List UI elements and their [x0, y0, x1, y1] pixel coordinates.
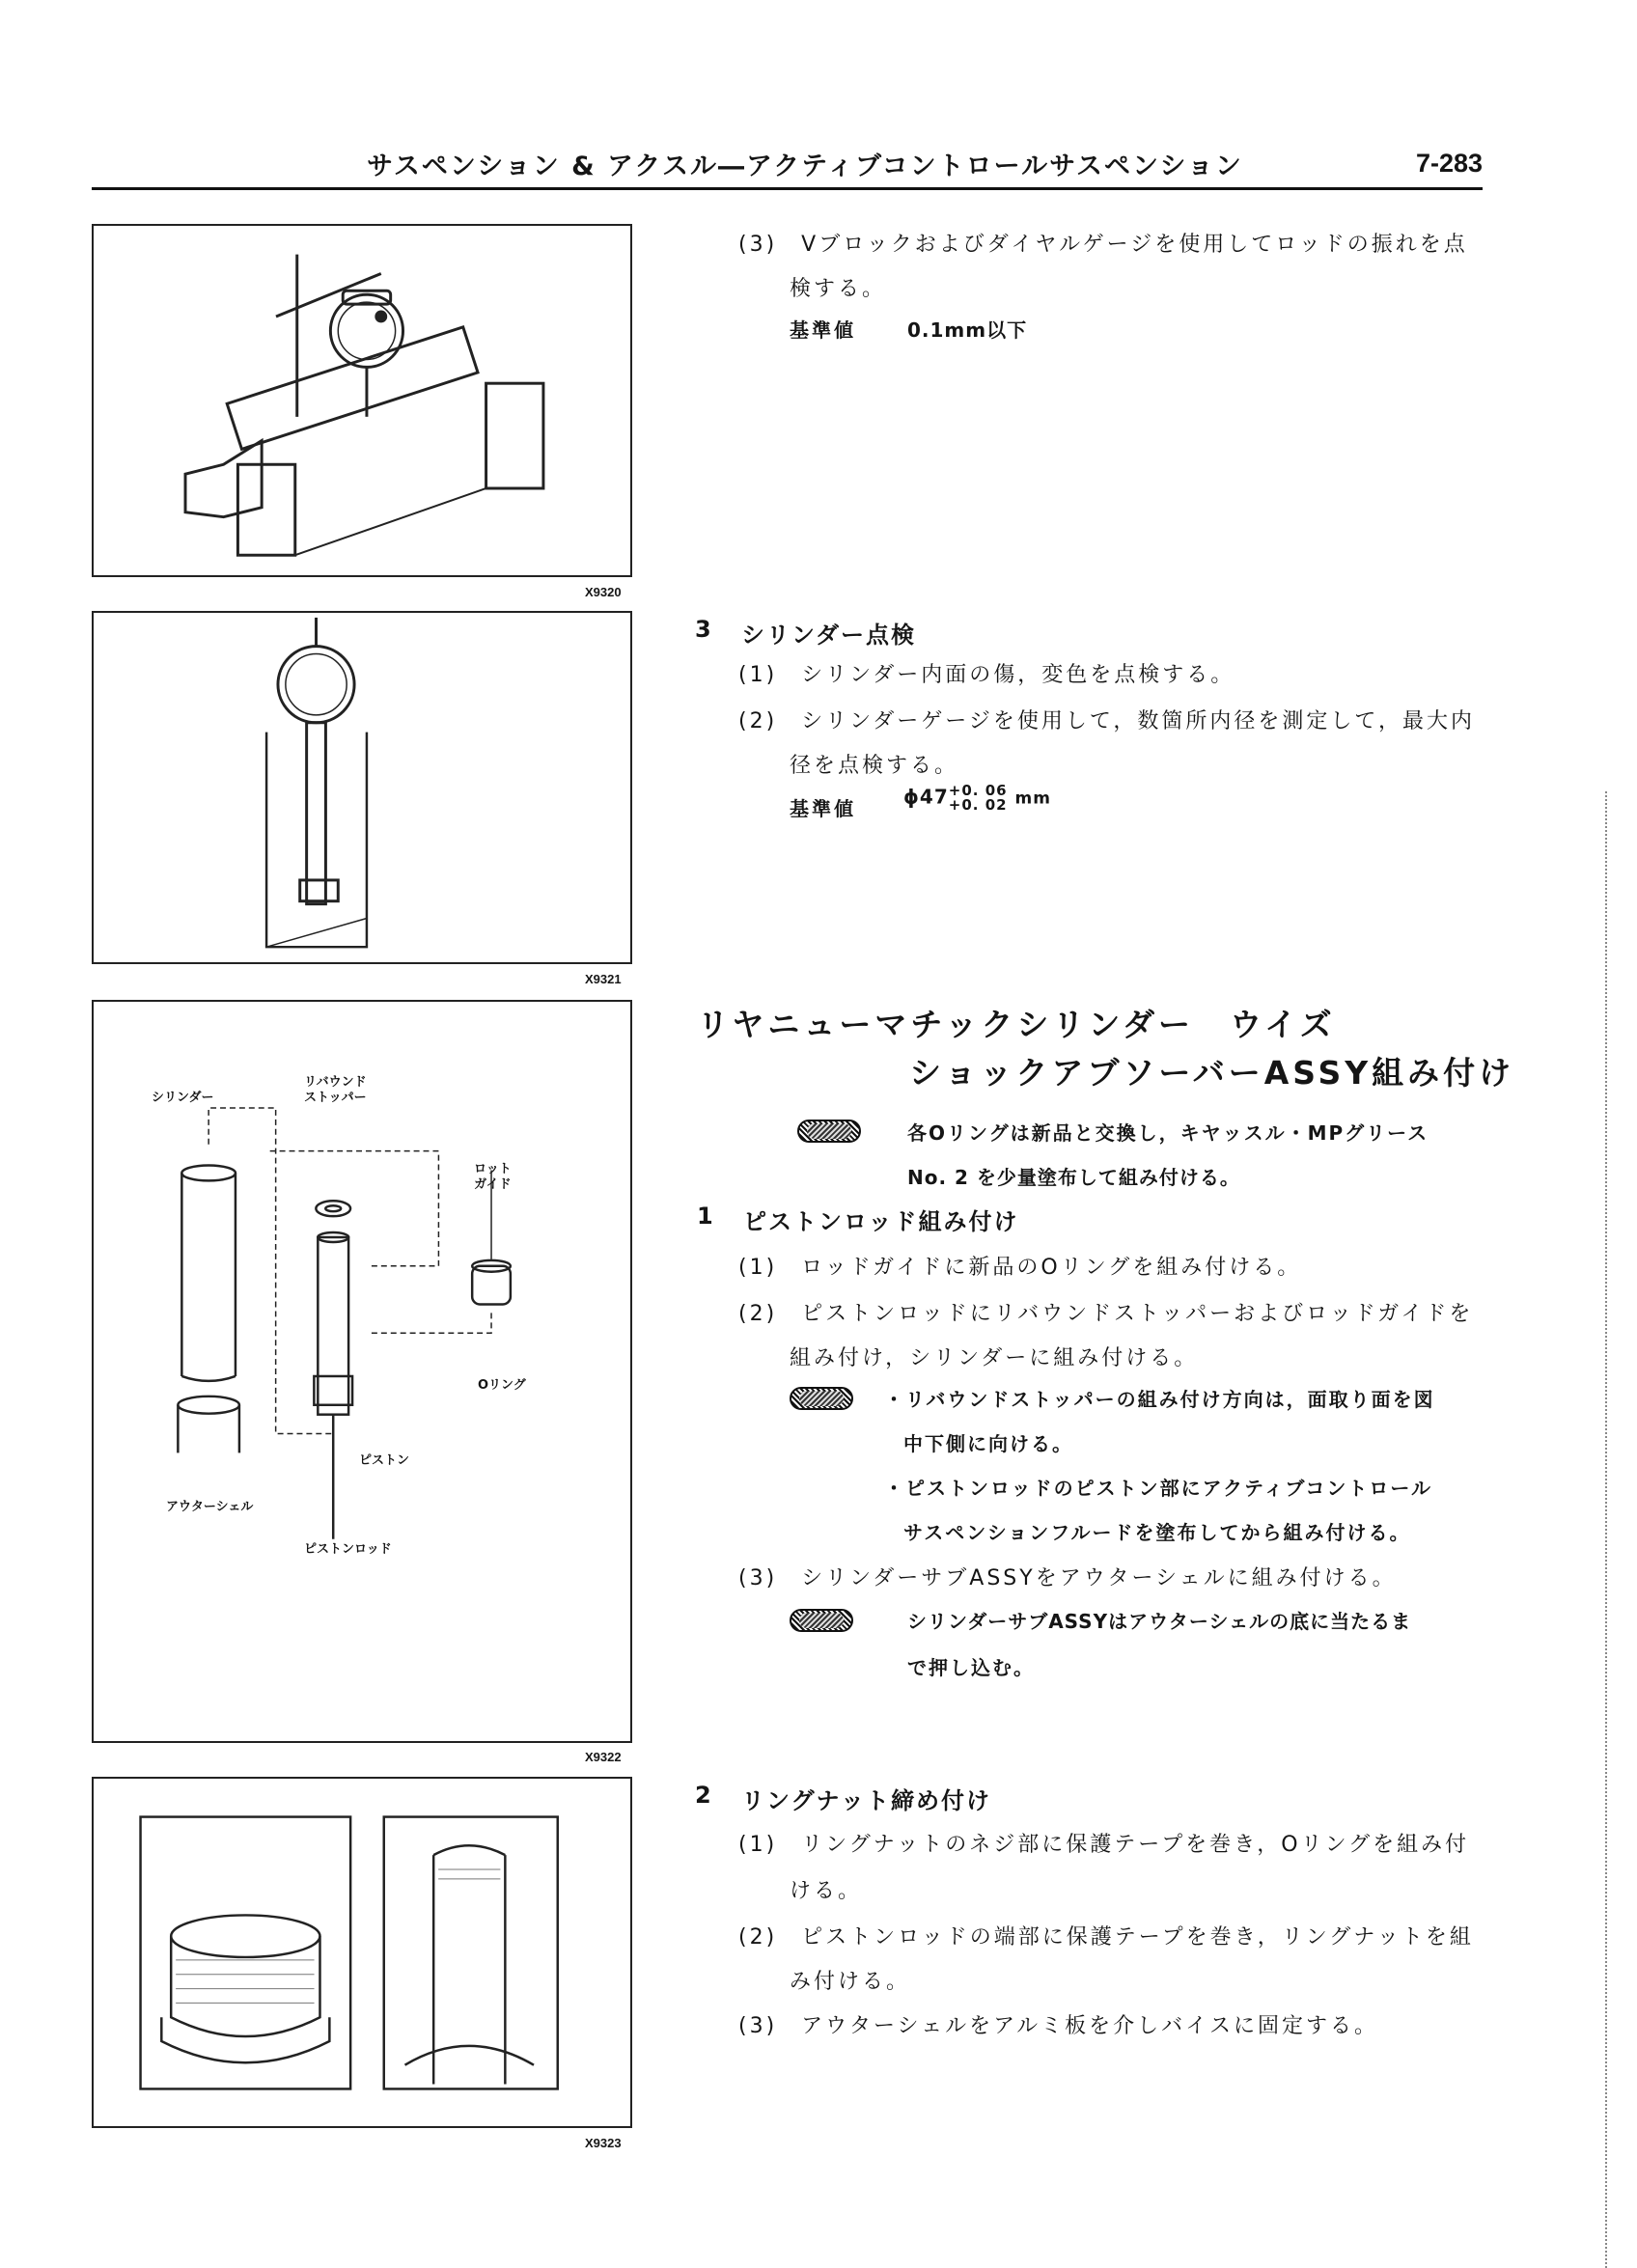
step-3-rod-runout-line1: (3) Vブロックおよびダイヤルゲージを使用してロッドの振れを点 — [738, 233, 1468, 257]
label-rod-guide: ロット ガイド — [474, 1162, 512, 1192]
header-title: サスペンション & アクスル―アクティブコントロールサスペンション — [367, 152, 1243, 181]
figure-rod-runout — [92, 224, 632, 577]
step-3-rod-runout-line2: 検する。 — [790, 277, 887, 301]
cylinder-step-1: (1) シリンダー内面の傷，変色を点検する。 — [738, 663, 1235, 687]
label-piston-rod: ピストンロッド — [304, 1542, 392, 1557]
tolerance-lower: +0. 02 — [948, 796, 1008, 814]
note2-line1: ・リバウンドストッパーの組み付け方向は，面取り面を図 — [884, 1388, 1435, 1411]
ring-nut-step-1-line2: ける。 — [790, 1879, 863, 1903]
header-rule — [92, 187, 1483, 190]
label-piston: ピストン — [359, 1453, 410, 1468]
page-number: 7-283 — [1415, 149, 1483, 178]
assembly-note-line1: 各Oリングは新品と交換し，キヤッスル・MPグリース — [907, 1121, 1429, 1145]
rod-runout-illustration — [94, 226, 630, 575]
standard-value: 0.1mm以下 — [907, 318, 1028, 342]
figure-code: X9322 — [585, 1750, 622, 1764]
section-3-heading: シリンダー点検 — [741, 622, 917, 649]
note3-line2: で押し込む。 — [907, 1656, 1035, 1679]
ring-nut-step-2-line1: (2) ピストンロッドの端部に保護テープを巻き，リングナットを組 — [738, 1925, 1474, 1950]
figure-code: X9320 — [585, 585, 622, 599]
standard-value-label: 基準値 — [790, 318, 856, 342]
label-o-ring: Oリング — [478, 1378, 526, 1393]
margin-dotted-line — [1605, 791, 1607, 2268]
exploded-assembly-illustration — [94, 1002, 630, 1741]
caution-badge-icon — [790, 1387, 853, 1410]
note2-line2: 中下側に向ける。 — [903, 1432, 1073, 1455]
ring-nut-illustration — [94, 1779, 630, 2126]
figure-code: X9321 — [585, 972, 622, 986]
figure-ring-nut — [92, 1777, 632, 2128]
std-unit: mm — [1014, 788, 1051, 809]
label-rebound-stopper: リバウンド ストッパー — [304, 1075, 367, 1105]
note2-line4: サスペンションフルードを塗布してから組み付ける。 — [903, 1521, 1411, 1544]
cylinder-step-2-line2: 径を点検する。 — [790, 754, 959, 778]
ring-nut-step-1-line1: (1) リングナットのネジ部に保護テープを巻き，Oリングを組み付 — [738, 1833, 1470, 1857]
ring-nut-step-2-line2: み付ける。 — [790, 1970, 911, 1994]
cylinder-gauge-illustration — [94, 613, 630, 962]
label-outer-shell: アウターシェル — [166, 1500, 254, 1514]
piston-rod-step-2-line2: 組み付け，シリンダーに組み付ける。 — [790, 1346, 1199, 1370]
step-1-heading: ピストンロッド組み付け — [743, 1208, 1019, 1235]
section-3-number: 3 — [695, 616, 713, 643]
assembly-note-line2: No. 2 を少量塗布して組み付ける。 — [907, 1166, 1240, 1189]
label-cylinder: シリンダー — [152, 1091, 214, 1105]
piston-rod-step-2-line1: (2) ピストンロッドにリバウンドストッパーおよびロッドガイドを — [738, 1302, 1474, 1326]
step-2-number: 2 — [695, 1782, 713, 1809]
assembly-title-line1: リヤニューマチックシリンダー ウイズ — [697, 1006, 1336, 1043]
note2-line3: ・ピストンロッドのピストン部にアクティブコントロール — [884, 1477, 1432, 1500]
note3-line1: シリンダーサブASSYはアウターシェルの底に当たるま — [907, 1610, 1412, 1633]
figure-exploded-assembly — [92, 1000, 632, 1743]
step-1-number: 1 — [697, 1203, 715, 1230]
ring-nut-step-3: (3) アウターシェルをアルミ板を介しバイスに固定する。 — [738, 2014, 1378, 2038]
figure-cylinder-gauge — [92, 611, 632, 964]
cylinder-standard-value — [903, 784, 1051, 813]
assembly-title-line2: ショックアブソーバーASSY組み付け — [909, 1054, 1515, 1092]
tolerance — [949, 784, 1008, 813]
figure-code: X9323 — [585, 2136, 622, 2150]
caution-badge-icon — [790, 1609, 853, 1632]
step-2-heading: リングナット締め付け — [741, 1787, 992, 1814]
cylinder-step-2-line1: (2) シリンダーゲージを使用して，数箇所内径を測定して，最大内 — [738, 709, 1475, 733]
caution-badge-icon — [797, 1120, 861, 1143]
piston-rod-step-3: (3) シリンダーサブASSYをアウターシェルに組み付ける。 — [738, 1566, 1397, 1590]
piston-rod-step-1: (1) ロッドガイドに新品のOリングを組み付ける。 — [738, 1256, 1302, 1280]
std-base: ϕ47 — [903, 785, 949, 809]
tolerance-upper: +0. 06 — [948, 782, 1008, 799]
cylinder-standard-label: 基準値 — [790, 797, 856, 820]
